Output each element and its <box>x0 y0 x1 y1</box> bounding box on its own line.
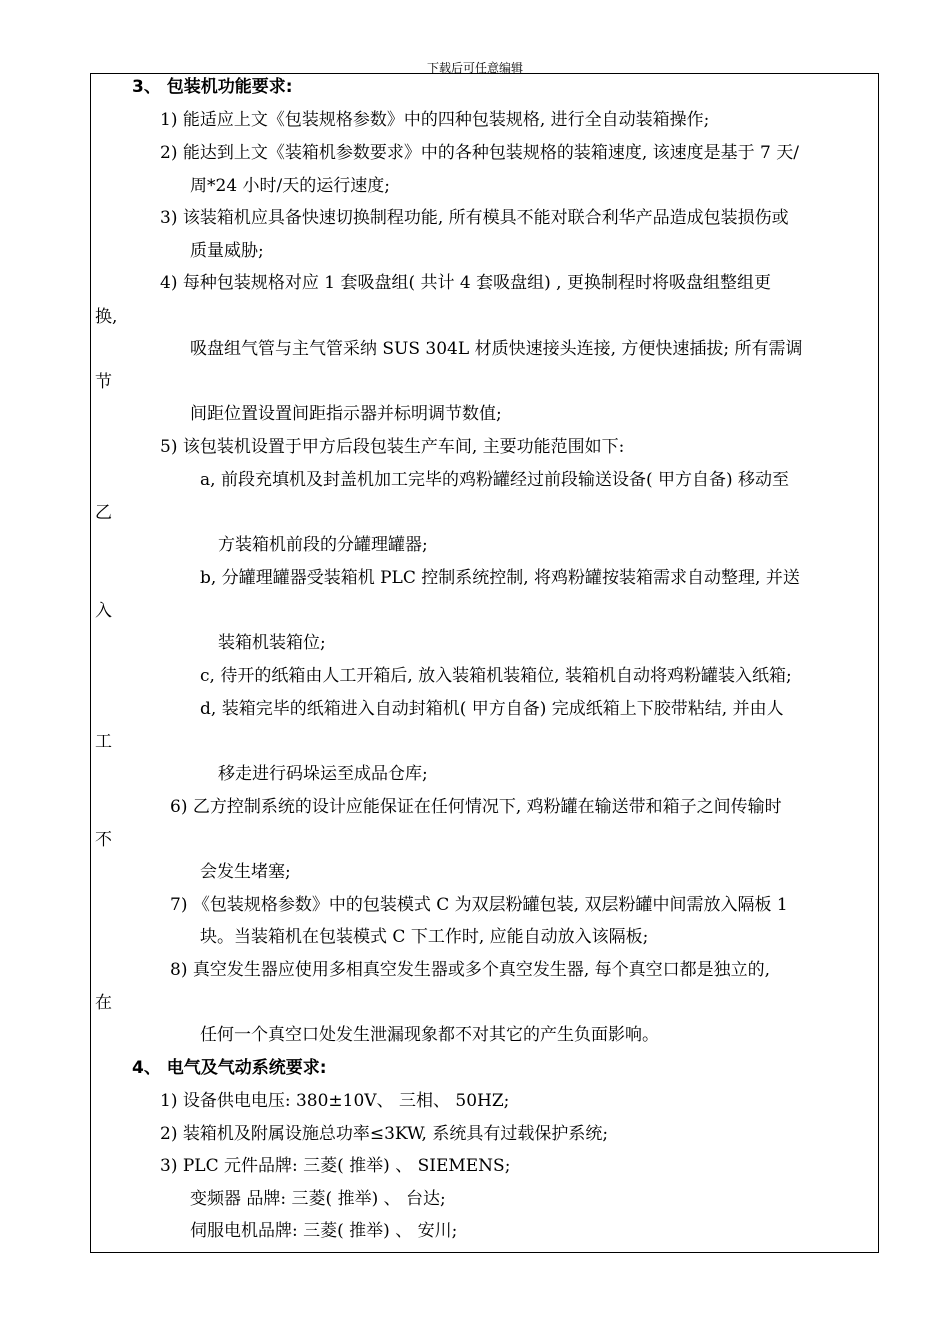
s3-item-2a: 2) 能达到上文《装箱机参数要求》中的各种包装规格的装箱速度, 该速度是基于 7 天/ <box>160 143 800 163</box>
s3-item-4c: 吸盘组气管与主气管采纳 SUS 304L 材质快速接头连接, 方便快速插拔; 所有需调 <box>190 339 803 359</box>
s3-item-2b: 周*24 小时/天的运行速度; <box>190 176 390 196</box>
s3-item-8c: 任何一个真空口处发生泄漏现象都不对其它的产生负面影响。 <box>200 1025 659 1045</box>
s3-item-1: 1) 能适应上文《包装规格参数》中的四种包装规格, 进行全自动装箱操作; <box>160 110 710 130</box>
s3-item-5d-2: 工 <box>95 732 112 752</box>
s4-item-3c: 伺服电机品牌: 三菱( 推举) 、 安川; <box>190 1221 458 1241</box>
s3-item-7a: 7) 《包装规格参数》中的包装模式 C 为双层粉罐包装, 双层粉罐中间需放入隔板 1 <box>170 895 788 915</box>
s3-item-3a: 3) 该装箱机应具备快速切换制程功能, 所有模具不能对联合利华产品造成包装损伤或 <box>160 208 789 228</box>
s4-heading: 4、 电气及气动系统要求: <box>132 1058 327 1078</box>
s3-item-4d: 节 <box>95 372 112 392</box>
s3-item-5: 5) 该包装机设置于甲方后段包装生产车间, 主要功能范围如下: <box>160 437 625 457</box>
s3-item-5d-1: d, 装箱完毕的纸箱进入自动封箱机( 甲方自备) 完成纸箱上下胶带粘结, 并由人 <box>200 699 784 719</box>
s3-item-5b-3: 装箱机装箱位; <box>218 633 326 653</box>
s3-item-6c: 会发生堵塞; <box>200 862 291 882</box>
s3-item-4e: 间距位置设置间距指示器并标明调节数值; <box>190 404 502 424</box>
s3-item-6a: 6) 乙方控制系统的设计应能保证在任何情况下, 鸡粉罐在输送带和箱子之间传输时 <box>170 797 782 817</box>
s3-item-4a: 4) 每种包装规格对应 1 套吸盘组( 共计 4 套吸盘组) , 更换制程时将吸盘组整组更 <box>160 273 771 293</box>
s4-item-2: 2) 装箱机及附属设施总功率≤3KW, 系统具有过载保护系统; <box>160 1124 609 1144</box>
s4-item-1: 1) 设备供电电压: 380±10V、 三相、 50HZ; <box>160 1091 510 1111</box>
s3-item-5c: c, 待开的纸箱由人工开箱后, 放入装箱机装箱位, 装箱机自动将鸡粉罐装入纸箱; <box>200 666 792 686</box>
s3-item-5a-1: a, 前段充填机及封盖机加工完毕的鸡粉罐经过前段输送设备( 甲方自备) 移动至 <box>200 470 790 490</box>
s3-item-8a: 8) 真空发生器应使用多相真空发生器或多个真空发生器, 每个真空口都是独立的, <box>170 960 771 980</box>
s3-item-5b-1: b, 分罐理罐器受装箱机 PLC 控制系统控制, 将鸡粉罐按装箱需求自动整理, 并送 <box>200 568 800 588</box>
s3-item-5d-3: 移走进行码垛运至成品仓库; <box>218 764 428 784</box>
s4-item-3b: 变频器 品牌: 三菱( 推举) 、 台达; <box>190 1189 446 1209</box>
s3-item-5a-2: 乙 <box>95 503 112 523</box>
s3-heading: 3、 包装机功能要求: <box>132 77 293 97</box>
s3-item-5b-2: 入 <box>95 601 112 621</box>
s3-item-5a-3: 方装箱机前段的分罐理罐器; <box>218 535 428 555</box>
s4-item-3a: 3) PLC 元件品牌: 三菱( 推举) 、 SIEMENS; <box>160 1156 511 1176</box>
s3-item-3b: 质量威胁; <box>190 241 264 261</box>
page-header: 下载后可任意编辑 <box>426 61 523 75</box>
s3-item-4b: 换, <box>95 307 118 327</box>
s3-item-7b: 块。当装箱机在包装模式 C 下工作时, 应能自动放入该隔板; <box>200 927 649 947</box>
s3-item-8b: 在 <box>95 993 112 1013</box>
s3-item-6b: 不 <box>95 830 112 850</box>
